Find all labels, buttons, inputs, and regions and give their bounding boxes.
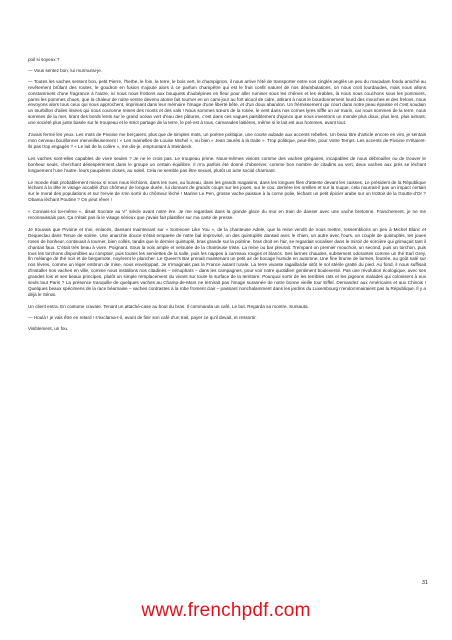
paragraph-8: Je trouvais que Pivoine et moi, enlacés, dansant maintenant sur « Someone Like You », de la chanteuse Adele, que la reine vendit de nous mettre, ressemblions un peu à Michel Blanc et Dequeclau dans Tenue de soirée. Une anarchie douce s'était emparée de notre bal improvisé, un des quintuplés dansait avec le chien, un autre avec l'ours, un couple de quintuplés, les joues roses de bonheur, continuait à tourner, bien collés, tandis que le dernier quintuplé, bras grande sur la poitrine, bras droit en l'air, se regardait vocaliser dans le miroir de sorcière qui grimaçait tant il chantait faux. C'était très beau à vivre. Poignant. Sous la voix ample et veloutée de la chanteuse triste. La reine ou bar pleurait. Trempant un premier mouchoir, un second, puis un torchon, puis tous les torchons disponibles au comptoir, puis toutes les serviettes de la salle, puis les nappes à carreaux rouges et blancs. Ses larmes chaudes, subitement odorantes comme un thé Earl Grey, fin mélange de thé noir et de bergamote, noyèrent le plancher. Le Queen's Bar prenait maintenant un petit air de bocage humide en automne. Une fine brume de larmes, feutrée, au goût salé sur nos lèvres, comme un léger embrun de mise, nous enveloppait. Je n'imaginais pas la France autant rurale. La terre vivante ragaillardie sitôt le sol stérile gratté du pied. Au fond, il nous suffisait d'installer nos vaches en ville, comme nous installons nos citadines – nénuphars – dans les campagnes, pour voir notre quotidien gentiment bouleversé. Pas une révolution écologique, avec ses grandes lois et ses beaux principes, plutôt un simple remplacement du vivant sur toute la surface de la territoire. Pourquoi sortir de les terribles rats et les pigeons malades qui colonisent à eux seuls tout Paris ? La présence tranquille de quelques vaches au Champ-de-Mars ne ternirait pas l'image surannée de notre bonne vieille tour Eiffel. Demandez aux Américains et aux Chinois ! Quelques beaux spécimens de la race béarnaise – vaches contrastes à la robe froment clair – paissant nonchalamment dans les jardins du Luxembourg n'endommairaient pas la République. Il y a déjà le Sénat. (28, 226, 426, 297)
paragraph-6: Le monde était probablement mieux si nous nous léchions, dans les rues, au bureau, dans les grands magasins, dans les longues files d'attente devant les caisses. Le président de la République léchant à la tête le visage accablé d'un chômeur de longue durée, lui donnant de grands coups sur les joues, sur le cou, derrière les oreilles et sur la nuque, cela nourrait-il pas un impact certain sur le moral des populations et sur l'envie de s'en sortir du chômeur léché ! Marine Le Pen, grosse vache paissue à la corne polie, léchant un petit épicier arabe sur un trottoir de la Goutte-d'Or ? Obama léchant Poutine ? On peut rêver ! (28, 179, 426, 203)
paragraph-9: Un client entra. En costume cravate. Tenant un attaché-case au bout du bras. Il commanda un café. Le but. Regarda sa montre. Sursauta. (28, 303, 309, 309)
paragraph-7: « Connais-toi toi-même », disait Socrate au V° siècle avant notre ère. Je me regardais dans la grande glace du mur en train de danser avec une vache bretonne. Franchement, je ne me reconnaissais pas. Ça n'était pas là le visage sérieux que j'avais fait plastifier sur ma carte de presse. (28, 209, 426, 221)
watermark-link[interactable]: www.frenchpdf.com (141, 600, 311, 621)
paragraph-1: poil si soyeux ? (28, 57, 60, 62)
paragraph-11: Visiblement, un fou. (28, 325, 69, 331)
paragraph-5: Les vaches sont-elles capables de vivre seules ? Je ne le crois pas. Le troupeau prime. Nous-mêmes vivions comme des vaches grégaires, incapables de nous débrouiller ou de trouver le bonheur seuls, cherchant désespérément dans le groupe un certain équilibre. Il m'a parfois été donné d'observer, comme bon nombre de citadins au vert, deux vaches aux prés se léchant longuement l'une l'autre, leurs paupières closes, au soleil. Cela ne semble pas être sexuel, plutôt un acte social charmant. (28, 155, 426, 173)
paragraph-3: — Toutes les vaches sentent bon, petit Pierre, l'herbe, le foin, la terre, le bois vert, le champignon, il nous arrive l'été de transporter entre nos cinglés anglés un peu du macadam fondu amiché au revêtement brûlant des routes, le goudron en fusion s'ajoute alors à ce parfum champêtre qui est le fruit confit naturel de nos déambulations, on nous croit lourdaudes, mais nous allons constamment d'une fragrance à l'autre, ici nous nous frottons aux bouquets d'aubépines en fleur pour aller ruminer sous les chênes et les érables, là nous nous couchons sous les pommiers, parmi les pommes chues, que la chaleur de notre ventre devenu atonie fait tourner en un cami-jour au fort alcool de cidre, attirant à nous le bourdonnement lourd des mouches et des frelons, nous envoyons alors tous ceux qui nous approchent, imprimant dans leur mémoire l'image d'une liberté bête, et d'un doux abandon. Un frémissement qui court dans notre peau épaisse et c'est soudain un tourbillon d'ailes irisées qui nous couronne reines des monts et des vals ! Nous sommes sœurs de la rosée, le vent dans nos cornes lyres siffle un air marin, car nous sommes de la terre, nous sommes de la mer, tirant des bords lents sur le grand océan vert d'eau des pâtures, c'est dans ces vagues paisiblement d'ajoncs que nous inventons un monde plus doux, plus lent, plus aimant, une société plus juste basée sur le troupeau et le strict partage de la terre, le pré est à tous, camarades laitières, même si le lait est aux hommes, avant tout. (28, 78, 426, 126)
page-number: 31 (421, 580, 428, 586)
paragraph-10: — Houlà ! je vais être en retard ! s'exclama-t-il, avant de finir son café d'un trait, payer ce qu'il devait, et ressortir. (28, 314, 257, 320)
paragraph-4: J'avais fermé les yeux. Les mots de Pivoine me berçaient, plus que de simples mots, un poème politique, une courte aubade aux accents rebelles. Un beau titre d'article encore en vint, je sentais mon cerveau bouillonner merveilleusement ! « Les mamelles de Louise Michel », ou bien « Jean Jaurès à la traite ». Trop politique, peut-être, pour Votre Temps. Les accents de Pivoine m'étaient-ils pas trop engagés ? « Le lait de la colère », me dis-je, empruntant à Steinbeck. (28, 132, 426, 149)
paragraph-2: — Vous sentez bon, lui murmurai-je. (28, 67, 103, 73)
page-body (28, 57, 426, 337)
